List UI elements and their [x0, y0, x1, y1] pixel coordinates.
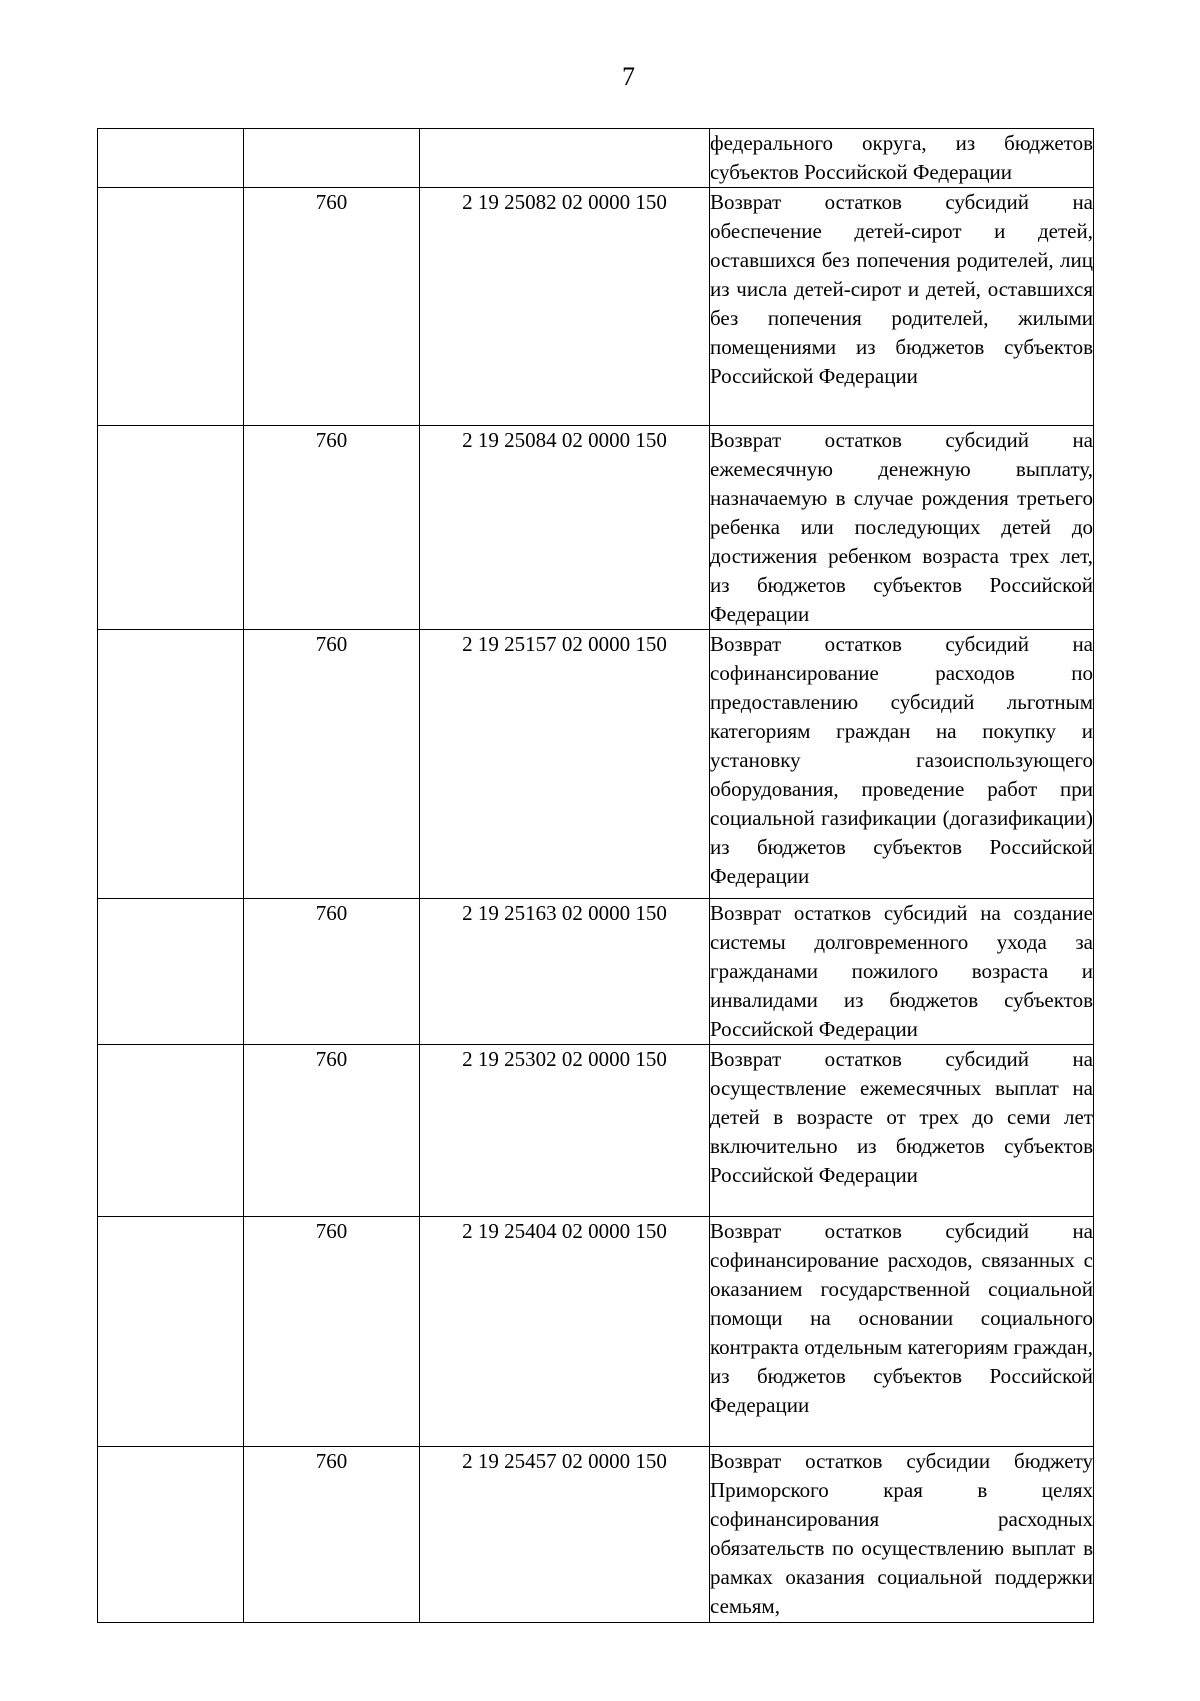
- budget-code-cell: 2 19 25082 02 0000 150: [420, 188, 710, 426]
- budget-code-cell: 2 19 25302 02 0000 150: [420, 1045, 710, 1217]
- admin-code-cell: 760: [244, 1217, 420, 1447]
- admin-code-cell: 760: [244, 1447, 420, 1623]
- empty-cell: [98, 630, 244, 899]
- description-cell: федерального округа, из бюджетов субъектов Российской Федерации: [710, 129, 1094, 188]
- description-cell: Возврат остатков субсидии бюджету Приморского края в целях софинансирования расходных обязательств по осуществлению выплат в рамках оказания социальной поддержки семьям,: [710, 1447, 1094, 1623]
- budget-code-cell: 2 19 25157 02 0000 150: [420, 630, 710, 899]
- description-cell: Возврат остатков субсидий на создание системы долговременного ухода за гражданами пожилого возраста и инвалидами из бюджетов субъектов Российской Федерации: [710, 899, 1094, 1045]
- budget-code-cell: 2 19 25163 02 0000 150: [420, 899, 710, 1045]
- empty-cell: [98, 1217, 244, 1447]
- budget-code-cell: [420, 129, 710, 188]
- table-row: [98, 630, 1094, 899]
- empty-cell: [98, 899, 244, 1045]
- empty-cell: [98, 1045, 244, 1217]
- table-row: [98, 426, 1094, 630]
- table-row: [98, 1217, 1094, 1447]
- admin-code-cell: 760: [244, 426, 420, 630]
- admin-code-cell: 760: [244, 188, 420, 426]
- table-row: [98, 1447, 1094, 1623]
- description-cell: Возврат остатков субсидий на ежемесячную денежную выплату, назначаемую в случае рождения третьего ребенка или последующих детей до достижения ребенком возраста трех лет, из бюджетов субъектов Российской Федерации: [710, 426, 1094, 630]
- empty-cell: [98, 426, 244, 630]
- table-row: [98, 129, 1094, 188]
- admin-code-cell: 760: [244, 899, 420, 1045]
- budget-code-cell: 2 19 25457 02 0000 150: [420, 1447, 710, 1623]
- admin-code-cell: 760: [244, 1045, 420, 1217]
- empty-cell: [98, 1447, 244, 1623]
- empty-cell: [98, 188, 244, 426]
- description-cell: Возврат остатков субсидий на осуществление ежемесячных выплат на детей в возрасте от трех до семи лет включительно из бюджетов субъектов Российской Федерации: [710, 1045, 1094, 1217]
- description-cell: Возврат остатков субсидий на софинансирование расходов по предоставлению субсидий льготным категориям граждан на покупку и установку газоиспользующего оборудования, проведение работ при социальной газификации (догазификации) из бюджетов субъектов Российской Федерации: [710, 630, 1094, 899]
- table-row: [98, 188, 1094, 426]
- budget-code-cell: 2 19 25404 02 0000 150: [420, 1217, 710, 1447]
- table-row: [98, 1045, 1094, 1217]
- budget-code-table: [97, 128, 1094, 1623]
- description-cell: Возврат остатков субсидий на обеспечение детей-сирот и детей, оставшихся без попечения родителей, лиц из числа детей-сирот и детей, оставшихся без попечения родителей, жилыми помещениями из бюджетов субъектов Российской Федерации: [710, 188, 1094, 426]
- admin-code-cell: 760: [244, 630, 420, 899]
- admin-code-cell: [244, 129, 420, 188]
- table-row: [98, 899, 1094, 1045]
- description-cell: Возврат остатков субсидий на софинансирование расходов, связанных с оказанием государственной социальной помощи на основании социального контракта отдельным категориям граждан, из бюджетов субъектов Российской Федерации: [710, 1217, 1094, 1447]
- empty-cell: [98, 129, 244, 188]
- page-number: 7: [622, 62, 635, 91]
- budget-code-cell: 2 19 25084 02 0000 150: [420, 426, 710, 630]
